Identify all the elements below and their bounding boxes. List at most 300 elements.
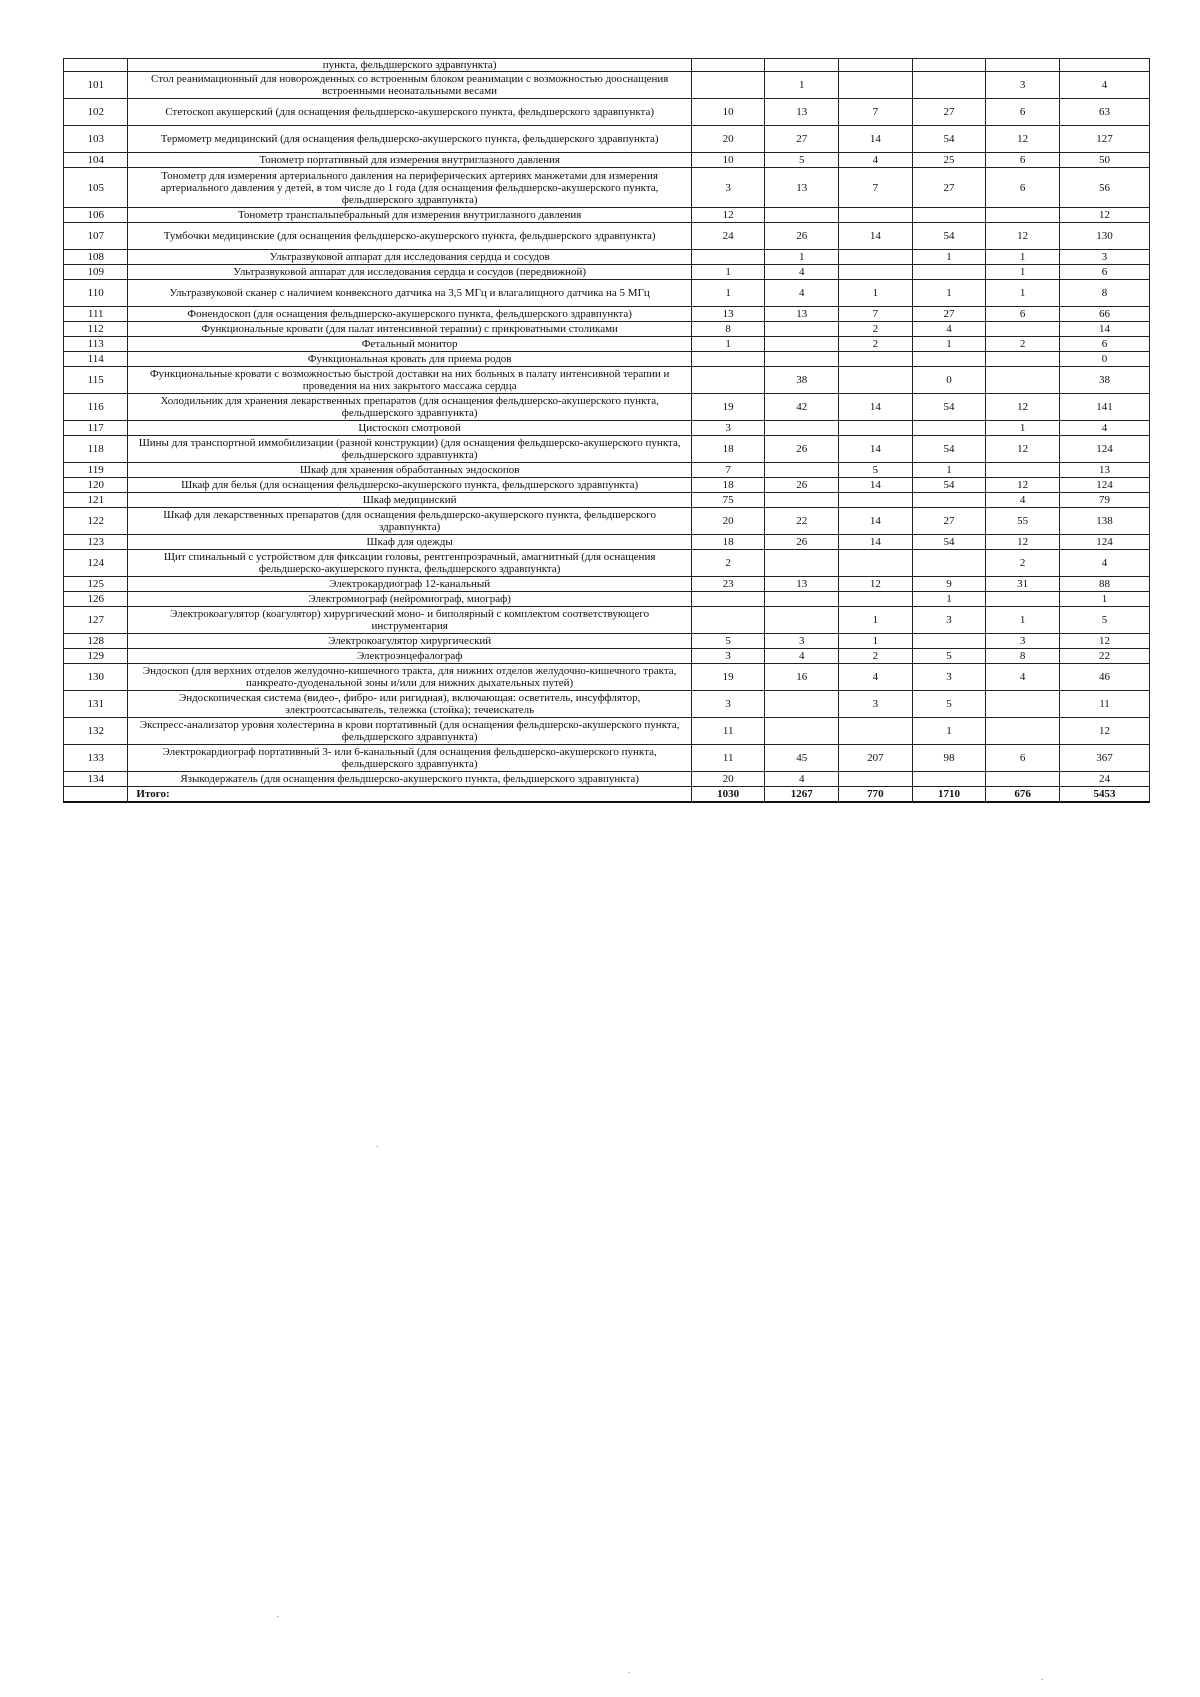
value-col-1: 24 bbox=[691, 223, 765, 250]
item-name: Эндоскопическая система (видео-, фибро- или ригидная), включающая: осветитель, инсуффлятор, электроотсасыватель, тележка (стойка); течеискатель bbox=[128, 691, 691, 718]
value-cell bbox=[839, 59, 913, 72]
value-col-2 bbox=[765, 550, 839, 577]
row-number: 131 bbox=[64, 691, 128, 718]
total-cell: 367 bbox=[1059, 745, 1149, 772]
value-col-4: 25 bbox=[912, 153, 986, 168]
total-cell: 4 bbox=[1059, 550, 1149, 577]
total-cell: 24 bbox=[1059, 772, 1149, 787]
item-name: Ультразвуковой сканер с наличием конвексного датчика на 3,5 МГц и влагалищного датчика на 5 МГц bbox=[128, 280, 691, 307]
total-cell: 56 bbox=[1059, 168, 1149, 208]
value-col-3: 14 bbox=[839, 436, 913, 463]
total-cell: 4 bbox=[1059, 421, 1149, 436]
table-row bbox=[64, 99, 1150, 126]
item-name: Функциональные кровати (для палат интенсивной терапии) с прикроватными столиками bbox=[128, 322, 691, 337]
item-name: Холодильник для хранения лекарственных препаратов (для оснащения фельдшерско-акушерского пункта, фельдшерского здравпункта) bbox=[128, 394, 691, 421]
value-col-4: 54 bbox=[912, 436, 986, 463]
item-name: Тонометр транспальпебральный для измерения внутриглазного давления bbox=[128, 208, 691, 223]
row-number: 117 bbox=[64, 421, 128, 436]
value-col-4 bbox=[912, 72, 986, 99]
row-number: 125 bbox=[64, 577, 128, 592]
row-number: 134 bbox=[64, 772, 128, 787]
value-col-4: 54 bbox=[912, 535, 986, 550]
table-row bbox=[64, 592, 1150, 607]
item-name: Ультразвуковой аппарат для исследования сердца и сосудов (передвижной) bbox=[128, 265, 691, 280]
total-cell: 22 bbox=[1059, 649, 1149, 664]
total-cell: 14 bbox=[1059, 322, 1149, 337]
value-col-4: 54 bbox=[912, 394, 986, 421]
value-col-2: 13 bbox=[765, 168, 839, 208]
value-col-2 bbox=[765, 463, 839, 478]
value-col-2: 1267 bbox=[765, 787, 839, 803]
value-col-3 bbox=[839, 367, 913, 394]
value-col-4: 1 bbox=[912, 592, 986, 607]
row-number: 109 bbox=[64, 265, 128, 280]
value-col-1: 8 bbox=[691, 322, 765, 337]
value-col-2 bbox=[765, 718, 839, 745]
total-cell: 5 bbox=[1059, 607, 1149, 634]
total-cell: 3 bbox=[1059, 250, 1149, 265]
value-col-4 bbox=[912, 352, 986, 367]
value-col-5: 6 bbox=[986, 99, 1060, 126]
total-cell: 63 bbox=[1059, 99, 1149, 126]
value-col-5: 12 bbox=[986, 478, 1060, 493]
item-name: Фонендоскоп (для оснащения фельдшерско-акушерского пункта, фельдшерского здравпункта) bbox=[128, 307, 691, 322]
value-col-3: 14 bbox=[839, 508, 913, 535]
value-col-2: 4 bbox=[765, 649, 839, 664]
value-col-3 bbox=[839, 250, 913, 265]
table-row bbox=[64, 577, 1150, 592]
value-col-3 bbox=[839, 352, 913, 367]
value-col-2 bbox=[765, 493, 839, 508]
value-col-3: 4 bbox=[839, 153, 913, 168]
value-col-5: 12 bbox=[986, 436, 1060, 463]
total-cell: 130 bbox=[1059, 223, 1149, 250]
table-row bbox=[64, 550, 1150, 577]
table-row bbox=[64, 307, 1150, 322]
value-col-1 bbox=[691, 592, 765, 607]
value-col-4: 54 bbox=[912, 478, 986, 493]
table-row bbox=[64, 168, 1150, 208]
value-col-1: 5 bbox=[691, 634, 765, 649]
item-name: Тонометр для измерения артериального давления на периферических артериях манжетами для измерения артериального давления у детей, в том числе до 1 года (для оснащения фельдшерско-акушерского пункта, фельдшерского здравпункта) bbox=[128, 168, 691, 208]
value-col-2: 13 bbox=[765, 99, 839, 126]
value-col-2: 42 bbox=[765, 394, 839, 421]
table-row bbox=[64, 352, 1150, 367]
value-col-5: 31 bbox=[986, 577, 1060, 592]
value-col-3 bbox=[839, 493, 913, 508]
value-col-4: 9 bbox=[912, 577, 986, 592]
value-col-2: 4 bbox=[765, 280, 839, 307]
table-row bbox=[64, 337, 1150, 352]
value-col-1: 18 bbox=[691, 436, 765, 463]
total-cell: 6 bbox=[1059, 337, 1149, 352]
item-name: Шкаф для лекарственных препаратов (для оснащения фельдшерско-акушерского пункта, фельдшерского здравпункта) bbox=[128, 508, 691, 535]
value-col-1 bbox=[691, 352, 765, 367]
value-col-5: 12 bbox=[986, 535, 1060, 550]
table-row bbox=[64, 772, 1150, 787]
value-col-4: 27 bbox=[912, 168, 986, 208]
value-col-1: 20 bbox=[691, 126, 765, 153]
scan-speck bbox=[628, 1672, 630, 1673]
value-col-5: 6 bbox=[986, 153, 1060, 168]
row-number bbox=[64, 59, 128, 72]
value-cell bbox=[765, 59, 839, 72]
item-name: Электрокардиограф 12-канальный bbox=[128, 577, 691, 592]
row-number: 120 bbox=[64, 478, 128, 493]
value-col-4 bbox=[912, 493, 986, 508]
value-col-1: 3 bbox=[691, 168, 765, 208]
value-col-5 bbox=[986, 208, 1060, 223]
value-col-1: 18 bbox=[691, 535, 765, 550]
total-cell: 127 bbox=[1059, 126, 1149, 153]
table-row bbox=[64, 153, 1150, 168]
value-col-5: 12 bbox=[986, 223, 1060, 250]
value-col-3 bbox=[839, 550, 913, 577]
table-row bbox=[64, 250, 1150, 265]
row-number: 104 bbox=[64, 153, 128, 168]
value-col-5 bbox=[986, 322, 1060, 337]
scan-speck bbox=[376, 1146, 378, 1147]
value-col-1: 10 bbox=[691, 99, 765, 126]
row-number: 122 bbox=[64, 508, 128, 535]
total-cell: 11 bbox=[1059, 691, 1149, 718]
value-cell bbox=[691, 59, 765, 72]
total-cell: 6 bbox=[1059, 265, 1149, 280]
table-row bbox=[64, 126, 1150, 153]
item-name: Функциональные кровати с возможностью быстрой доставки на них больных в палату интенсивной терапии и проведения на них закрытого массажа сердца bbox=[128, 367, 691, 394]
value-col-4: 1 bbox=[912, 250, 986, 265]
item-name: Шкаф для белья (для оснащения фельдшерско-акушерского пункта, фельдшерского здравпункта) bbox=[128, 478, 691, 493]
value-col-4: 0 bbox=[912, 367, 986, 394]
scan-speck bbox=[277, 1616, 279, 1617]
total-cell: 8 bbox=[1059, 280, 1149, 307]
table-row bbox=[64, 421, 1150, 436]
table-row bbox=[64, 223, 1150, 250]
item-name: Ультразвуковой аппарат для исследования сердца и сосудов bbox=[128, 250, 691, 265]
value-col-2: 5 bbox=[765, 153, 839, 168]
value-col-4 bbox=[912, 265, 986, 280]
value-col-4: 1710 bbox=[912, 787, 986, 803]
value-col-5: 12 bbox=[986, 126, 1060, 153]
value-col-2: 26 bbox=[765, 478, 839, 493]
value-col-3 bbox=[839, 592, 913, 607]
value-col-4 bbox=[912, 634, 986, 649]
value-col-1: 10 bbox=[691, 153, 765, 168]
value-col-4: 3 bbox=[912, 607, 986, 634]
total-cell: 50 bbox=[1059, 153, 1149, 168]
row-number: 130 bbox=[64, 664, 128, 691]
value-col-3 bbox=[839, 208, 913, 223]
value-col-3: 14 bbox=[839, 223, 913, 250]
value-col-3: 2 bbox=[839, 649, 913, 664]
table-body bbox=[64, 59, 1150, 803]
row-number: 106 bbox=[64, 208, 128, 223]
value-col-4: 54 bbox=[912, 126, 986, 153]
value-col-2: 13 bbox=[765, 577, 839, 592]
row-number: 101 bbox=[64, 72, 128, 99]
value-col-1: 1030 bbox=[691, 787, 765, 803]
table-row bbox=[64, 535, 1150, 550]
item-name: Стетоскоп акушерский (для оснащения фельдшерско-акушерского пункта, фельдшерского здравпункта) bbox=[128, 99, 691, 126]
item-name: Термометр медицинский (для оснащения фельдшерско-акушерского пункта, фельдшерского здравпункта) bbox=[128, 126, 691, 153]
value-col-1 bbox=[691, 72, 765, 99]
row-number: 128 bbox=[64, 634, 128, 649]
value-col-1: 7 bbox=[691, 463, 765, 478]
value-col-5 bbox=[986, 592, 1060, 607]
table-row bbox=[64, 664, 1150, 691]
value-col-1: 19 bbox=[691, 664, 765, 691]
row-number: 121 bbox=[64, 493, 128, 508]
value-col-4: 4 bbox=[912, 322, 986, 337]
value-col-3: 1 bbox=[839, 280, 913, 307]
table-row bbox=[64, 72, 1150, 99]
total-cell: 38 bbox=[1059, 367, 1149, 394]
row-number: 119 bbox=[64, 463, 128, 478]
value-col-1: 12 bbox=[691, 208, 765, 223]
total-cell: 124 bbox=[1059, 436, 1149, 463]
value-col-1: 18 bbox=[691, 478, 765, 493]
value-col-4: 3 bbox=[912, 664, 986, 691]
item-name: Эндоскоп (для верхних отделов желудочно-кишечного тракта, для нижних отделов желудочно-кишечного тракта, панкреато-дуоденальной зоны и/или для нижних дыхательных путей) bbox=[128, 664, 691, 691]
value-col-1: 3 bbox=[691, 649, 765, 664]
value-col-2 bbox=[765, 607, 839, 634]
value-col-2 bbox=[765, 592, 839, 607]
table-row bbox=[64, 265, 1150, 280]
row-number: 107 bbox=[64, 223, 128, 250]
item-name: Электрокардиограф портативный 3- или 6-канальный (для оснащения фельдшерско-акушерского пункта, фельдшерского здравпункта) bbox=[128, 745, 691, 772]
value-col-2: 16 bbox=[765, 664, 839, 691]
item-name: Экспресс-анализатор уровня холестерина в крови портативный (для оснащения фельдшерско-акушерского пункта, фельдшерского здравпункта) bbox=[128, 718, 691, 745]
value-col-1: 2 bbox=[691, 550, 765, 577]
value-col-5: 2 bbox=[986, 550, 1060, 577]
item-name: Функциональная кровать для приема родов bbox=[128, 352, 691, 367]
value-col-5: 4 bbox=[986, 664, 1060, 691]
value-col-1 bbox=[691, 250, 765, 265]
value-col-4 bbox=[912, 421, 986, 436]
value-col-4 bbox=[912, 208, 986, 223]
total-cell: 66 bbox=[1059, 307, 1149, 322]
row-number: 118 bbox=[64, 436, 128, 463]
item-name: Электрокоагулятор (коагулятор) хирургический моно- и биполярный с комплектом соответствующего инструментария bbox=[128, 607, 691, 634]
value-col-3: 1 bbox=[839, 634, 913, 649]
value-col-3: 2 bbox=[839, 337, 913, 352]
value-col-4: 1 bbox=[912, 337, 986, 352]
value-col-1: 13 bbox=[691, 307, 765, 322]
value-col-5: 8 bbox=[986, 649, 1060, 664]
value-col-3: 770 bbox=[839, 787, 913, 803]
value-col-4: 27 bbox=[912, 99, 986, 126]
total-cell: 12 bbox=[1059, 718, 1149, 745]
row-number: 103 bbox=[64, 126, 128, 153]
value-col-4: 27 bbox=[912, 508, 986, 535]
item-name: Тумбочки медицинские (для оснащения фельдшерско-акушерского пункта, фельдшерского здравпункта) bbox=[128, 223, 691, 250]
total-cell: 141 bbox=[1059, 394, 1149, 421]
value-col-1: 1 bbox=[691, 280, 765, 307]
value-col-2: 1 bbox=[765, 72, 839, 99]
value-col-4 bbox=[912, 772, 986, 787]
value-col-5: 1 bbox=[986, 607, 1060, 634]
item-name: Электромиограф (нейромиограф, миограф) bbox=[128, 592, 691, 607]
total-cell: 4 bbox=[1059, 72, 1149, 99]
table-row bbox=[64, 367, 1150, 394]
row-number: 129 bbox=[64, 649, 128, 664]
value-col-3: 207 bbox=[839, 745, 913, 772]
row-number: 113 bbox=[64, 337, 128, 352]
total-cell: 124 bbox=[1059, 535, 1149, 550]
value-col-2: 26 bbox=[765, 436, 839, 463]
table-row bbox=[64, 208, 1150, 223]
value-col-1: 1 bbox=[691, 337, 765, 352]
value-col-3: 14 bbox=[839, 478, 913, 493]
total-cell: 12 bbox=[1059, 634, 1149, 649]
value-col-5 bbox=[986, 463, 1060, 478]
row-number: 115 bbox=[64, 367, 128, 394]
row-number: 102 bbox=[64, 99, 128, 126]
item-name: Тонометр портативный для измерения внутриглазного давления bbox=[128, 153, 691, 168]
value-cell bbox=[986, 59, 1060, 72]
item-name: Шкаф для хранения обработанных эндоскопов bbox=[128, 463, 691, 478]
table-row bbox=[64, 718, 1150, 745]
table-row bbox=[64, 607, 1150, 634]
value-col-3 bbox=[839, 265, 913, 280]
value-col-5 bbox=[986, 718, 1060, 745]
row-number: 110 bbox=[64, 280, 128, 307]
table-row bbox=[64, 463, 1150, 478]
value-col-2: 26 bbox=[765, 535, 839, 550]
item-name: Фетальный монитор bbox=[128, 337, 691, 352]
value-col-5 bbox=[986, 367, 1060, 394]
table-row bbox=[64, 634, 1150, 649]
value-col-3: 1 bbox=[839, 607, 913, 634]
value-col-1: 75 bbox=[691, 493, 765, 508]
item-name: Шкаф для одежды bbox=[128, 535, 691, 550]
value-col-2 bbox=[765, 421, 839, 436]
value-col-2: 45 bbox=[765, 745, 839, 772]
table-row bbox=[64, 691, 1150, 718]
value-col-3: 3 bbox=[839, 691, 913, 718]
value-col-1: 23 bbox=[691, 577, 765, 592]
value-cell bbox=[912, 59, 986, 72]
table-row bbox=[64, 280, 1150, 307]
value-col-4 bbox=[912, 550, 986, 577]
value-col-1: 3 bbox=[691, 421, 765, 436]
total-label: Итого: bbox=[128, 787, 691, 803]
value-col-5: 6 bbox=[986, 745, 1060, 772]
value-col-3: 4 bbox=[839, 664, 913, 691]
value-col-3 bbox=[839, 772, 913, 787]
row-number: 111 bbox=[64, 307, 128, 322]
value-col-4: 54 bbox=[912, 223, 986, 250]
value-col-3: 14 bbox=[839, 535, 913, 550]
value-col-3: 14 bbox=[839, 126, 913, 153]
table-row bbox=[64, 493, 1150, 508]
value-col-2: 26 bbox=[765, 223, 839, 250]
value-col-5: 1 bbox=[986, 250, 1060, 265]
total-cell: 5453 bbox=[1059, 787, 1149, 803]
row-number: 105 bbox=[64, 168, 128, 208]
value-col-3: 2 bbox=[839, 322, 913, 337]
value-col-5: 1 bbox=[986, 421, 1060, 436]
value-col-5: 1 bbox=[986, 280, 1060, 307]
item-name: Шины для транспортной иммобилизации (разной конструкции) (для оснащения фельдшерско-акушерского пункта, фельдшерского здравпункта) bbox=[128, 436, 691, 463]
item-name: Шкаф медицинский bbox=[128, 493, 691, 508]
value-col-1: 20 bbox=[691, 772, 765, 787]
value-col-1: 20 bbox=[691, 508, 765, 535]
value-col-3 bbox=[839, 421, 913, 436]
value-col-5: 1 bbox=[986, 265, 1060, 280]
value-col-5 bbox=[986, 352, 1060, 367]
table-row bbox=[64, 508, 1150, 535]
value-col-1 bbox=[691, 367, 765, 394]
value-col-5 bbox=[986, 691, 1060, 718]
row-number: 112 bbox=[64, 322, 128, 337]
value-col-2 bbox=[765, 208, 839, 223]
value-col-2: 22 bbox=[765, 508, 839, 535]
value-col-4: 27 bbox=[912, 307, 986, 322]
value-col-2 bbox=[765, 352, 839, 367]
value-col-5: 12 bbox=[986, 394, 1060, 421]
row-number: 132 bbox=[64, 718, 128, 745]
table-row bbox=[64, 649, 1150, 664]
value-col-2: 4 bbox=[765, 772, 839, 787]
item-name: Электрокоагулятор хирургический bbox=[128, 634, 691, 649]
value-col-3: 7 bbox=[839, 307, 913, 322]
row-number: 114 bbox=[64, 352, 128, 367]
value-col-5: 55 bbox=[986, 508, 1060, 535]
total-cell: 79 bbox=[1059, 493, 1149, 508]
table-row bbox=[64, 394, 1150, 421]
table-row bbox=[64, 436, 1150, 463]
value-col-1: 1 bbox=[691, 265, 765, 280]
value-col-5: 6 bbox=[986, 307, 1060, 322]
total-cell: 138 bbox=[1059, 508, 1149, 535]
item-name: Электроэнцефалограф bbox=[128, 649, 691, 664]
value-col-5: 3 bbox=[986, 634, 1060, 649]
total-cell: 46 bbox=[1059, 664, 1149, 691]
value-col-3 bbox=[839, 718, 913, 745]
item-name: Щит спинальный с устройством для фиксации головы, рентгенпрозрачный, амагнитный (для оснащения фельдшерско-акушерского пункта, фельдшерского здравпункта) bbox=[128, 550, 691, 577]
value-col-4: 5 bbox=[912, 649, 986, 664]
value-col-4: 1 bbox=[912, 463, 986, 478]
row-number: 133 bbox=[64, 745, 128, 772]
value-col-3 bbox=[839, 72, 913, 99]
value-col-2 bbox=[765, 322, 839, 337]
value-col-3: 14 bbox=[839, 394, 913, 421]
row-number: 127 bbox=[64, 607, 128, 634]
value-col-3: 7 bbox=[839, 99, 913, 126]
row-number: 124 bbox=[64, 550, 128, 577]
value-col-2: 13 bbox=[765, 307, 839, 322]
value-col-4: 98 bbox=[912, 745, 986, 772]
value-col-2: 1 bbox=[765, 250, 839, 265]
value-col-3: 5 bbox=[839, 463, 913, 478]
value-col-2: 38 bbox=[765, 367, 839, 394]
value-col-5 bbox=[986, 772, 1060, 787]
value-col-5: 2 bbox=[986, 337, 1060, 352]
value-col-4: 1 bbox=[912, 718, 986, 745]
total-cell: 12 bbox=[1059, 208, 1149, 223]
table-row bbox=[64, 745, 1150, 772]
table-row bbox=[64, 322, 1150, 337]
total-cell: 124 bbox=[1059, 478, 1149, 493]
value-col-4: 5 bbox=[912, 691, 986, 718]
value-col-3: 12 bbox=[839, 577, 913, 592]
table-row bbox=[64, 478, 1150, 493]
value-col-5: 6 bbox=[986, 168, 1060, 208]
item-name: Языкодержатель (для оснащения фельдшерско-акушерского пункта, фельдшерского здравпункта) bbox=[128, 772, 691, 787]
row-number: 126 bbox=[64, 592, 128, 607]
value-col-5: 676 bbox=[986, 787, 1060, 803]
